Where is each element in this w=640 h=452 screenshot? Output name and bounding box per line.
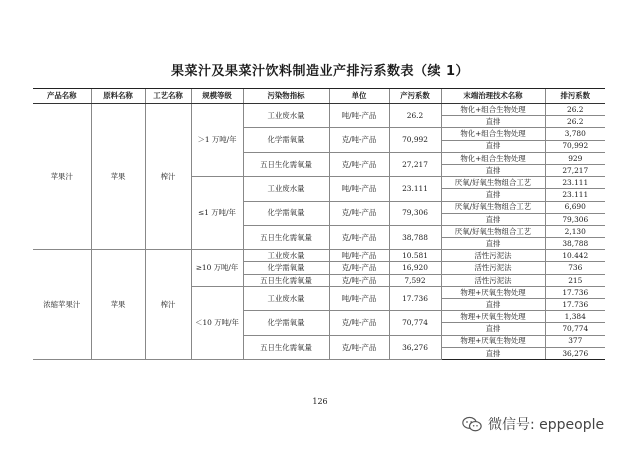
cell-emit-coef: 26.2: [545, 104, 605, 116]
cell-produce-coef: 27,217: [389, 152, 441, 176]
emission-coefficient-table: [33, 88, 605, 360]
cell-treatment: 物化+组合生物处理: [441, 128, 545, 140]
cell-emit-coef: 70,992: [545, 140, 605, 152]
cell-emit-coef: 377: [545, 335, 605, 347]
cell-emit-coef: 1,384: [545, 311, 605, 323]
cell-treatment: 厌氧/好氧生物组合工艺: [441, 177, 545, 189]
cell-treatment: 物理+厌氧生物处理: [441, 286, 545, 298]
cell-scale: ＞1 万吨/年: [191, 104, 243, 177]
cell-emit-coef: 736: [545, 262, 605, 274]
cell-pollutant: 五日生化需氧量: [243, 152, 329, 176]
table-body: [33, 104, 605, 360]
cell-unit: 克/吨-产品: [329, 335, 389, 359]
header-emit-coef: 排污系数: [545, 89, 605, 104]
cell-unit: 克/吨-产品: [329, 152, 389, 176]
cell-produce-coef: 23.111: [389, 177, 441, 201]
cell-treatment: 厌氧/好氧生物组合工艺: [441, 225, 545, 237]
cell-pollutant: 化学需氧量: [243, 201, 329, 225]
cell-emit-coef: 23.111: [545, 189, 605, 201]
cell-unit: 吨/吨-产品: [329, 104, 389, 128]
cell-unit: 克/吨-产品: [329, 274, 389, 286]
cell-pollutant: 工业废水量: [243, 104, 329, 128]
header-unit: 单位: [329, 89, 389, 104]
header-product: 产品名称: [33, 89, 91, 104]
cell-treatment: 物化+组合生物处理: [441, 104, 545, 116]
cell-unit: 克/吨-产品: [329, 311, 389, 335]
header-process: 工艺名称: [145, 89, 191, 104]
cell-treatment: 直排: [441, 213, 545, 225]
cell-emit-coef: 2,130: [545, 225, 605, 237]
cell-produce-coef: 79,306: [389, 201, 441, 225]
cell-produce-coef: 7,592: [389, 274, 441, 286]
cell-pollutant: 五日生化需氧量: [243, 274, 329, 286]
cell-emit-coef: 26.2: [545, 116, 605, 128]
cell-produce-coef: 17.736: [389, 286, 441, 310]
cell-emit-coef: 215: [545, 274, 605, 286]
cell-unit: 吨/吨-产品: [329, 250, 389, 262]
cell-produce-coef: 70,774: [389, 311, 441, 335]
cell-produce-coef: 70,992: [389, 128, 441, 152]
cell-treatment: 直排: [441, 323, 545, 335]
cell-pollutant: 工业废水量: [243, 286, 329, 310]
cell-produce-coef: 10.581: [389, 250, 441, 262]
cell-pollutant: 化学需氧量: [243, 262, 329, 274]
header-produce-coef: 产污系数: [389, 89, 441, 104]
cell-product: 浓缩苹果汁: [33, 250, 91, 360]
cell-treatment: 直排: [441, 299, 545, 311]
cell-emit-coef: 17.736: [545, 299, 605, 311]
cell-treatment: 活性污泥法: [441, 274, 545, 286]
cell-treatment: 直排: [441, 347, 545, 359]
cell-product: 苹果汁: [33, 104, 91, 250]
cell-emit-coef: 17.736: [545, 286, 605, 298]
cell-emit-coef: 6,690: [545, 201, 605, 213]
page-number: 126: [312, 397, 328, 406]
header-material: 原料名称: [91, 89, 145, 104]
cell-emit-coef: 23.111: [545, 177, 605, 189]
watermark: [462, 414, 604, 434]
cell-emit-coef: 70,774: [545, 323, 605, 335]
cell-pollutant: 五日生化需氧量: [243, 335, 329, 359]
cell-treatment: 直排: [441, 140, 545, 152]
cell-scale: ＜10 万吨/年: [191, 286, 243, 359]
cell-emit-coef: 36,276: [545, 347, 605, 359]
header-scale: 规模等级: [191, 89, 243, 104]
cell-produce-coef: 36,276: [389, 335, 441, 359]
cell-material: 苹果: [91, 104, 145, 250]
cell-produce-coef: 16,920: [389, 262, 441, 274]
cell-pollutant: 五日生化需氧量: [243, 225, 329, 249]
cell-treatment: 活性污泥法: [441, 262, 545, 274]
cell-treatment: 活性污泥法: [441, 250, 545, 262]
header-row: [33, 89, 605, 104]
cell-pollutant: 化学需氧量: [243, 311, 329, 335]
cell-treatment: 厌氧/好氧生物组合工艺: [441, 201, 545, 213]
page-title: 果菜汁及果菜汁饮料制造业产排污系数表（续 1）: [170, 64, 470, 79]
cell-unit: 吨/吨-产品: [329, 177, 389, 201]
cell-emit-coef: 27,217: [545, 164, 605, 176]
cell-emit-coef: 3,780: [545, 128, 605, 140]
cell-produce-coef: 38,788: [389, 225, 441, 249]
cell-unit: 克/吨-产品: [329, 128, 389, 152]
cell-treatment: 物理+厌氧生物处理: [441, 335, 545, 347]
cell-process: 榨汁: [145, 104, 191, 250]
cell-unit: 克/吨-产品: [329, 201, 389, 225]
cell-unit: 克/吨-产品: [329, 262, 389, 274]
header-treatment: 末端治理技术名称: [441, 89, 545, 104]
cell-pollutant: 工业废水量: [243, 177, 329, 201]
cell-pollutant: 化学需氧量: [243, 128, 329, 152]
cell-treatment: 直排: [441, 189, 545, 201]
cell-scale: ≥10 万吨/年: [191, 250, 243, 287]
cell-scale: ≤1 万吨/年: [191, 177, 243, 250]
cell-pollutant: 工业废水量: [243, 250, 329, 262]
cell-unit: 克/吨-产品: [329, 225, 389, 249]
cell-treatment: 物理+厌氧生物处理: [441, 311, 545, 323]
cell-treatment: 直排: [441, 164, 545, 176]
watermark-text: 微信号: eppeople: [488, 417, 605, 433]
cell-unit: 吨/吨-产品: [329, 286, 389, 310]
cell-emit-coef: 10.442: [545, 250, 605, 262]
cell-process: 榨汁: [145, 250, 191, 360]
cell-treatment: 直排: [441, 116, 545, 128]
cell-treatment: 物化+组合生物处理: [441, 152, 545, 164]
cell-produce-coef: 26.2: [389, 104, 441, 128]
table-row: [33, 250, 605, 262]
table-row: [33, 104, 605, 116]
cell-emit-coef: 929: [545, 152, 605, 164]
cell-emit-coef: 79,306: [545, 213, 605, 225]
cell-treatment: 直排: [441, 238, 545, 250]
wechat-icon: [462, 416, 482, 433]
cell-material: 苹果: [91, 250, 145, 360]
cell-emit-coef: 38,788: [545, 238, 605, 250]
header-pollutant: 污染物指标: [243, 89, 329, 104]
